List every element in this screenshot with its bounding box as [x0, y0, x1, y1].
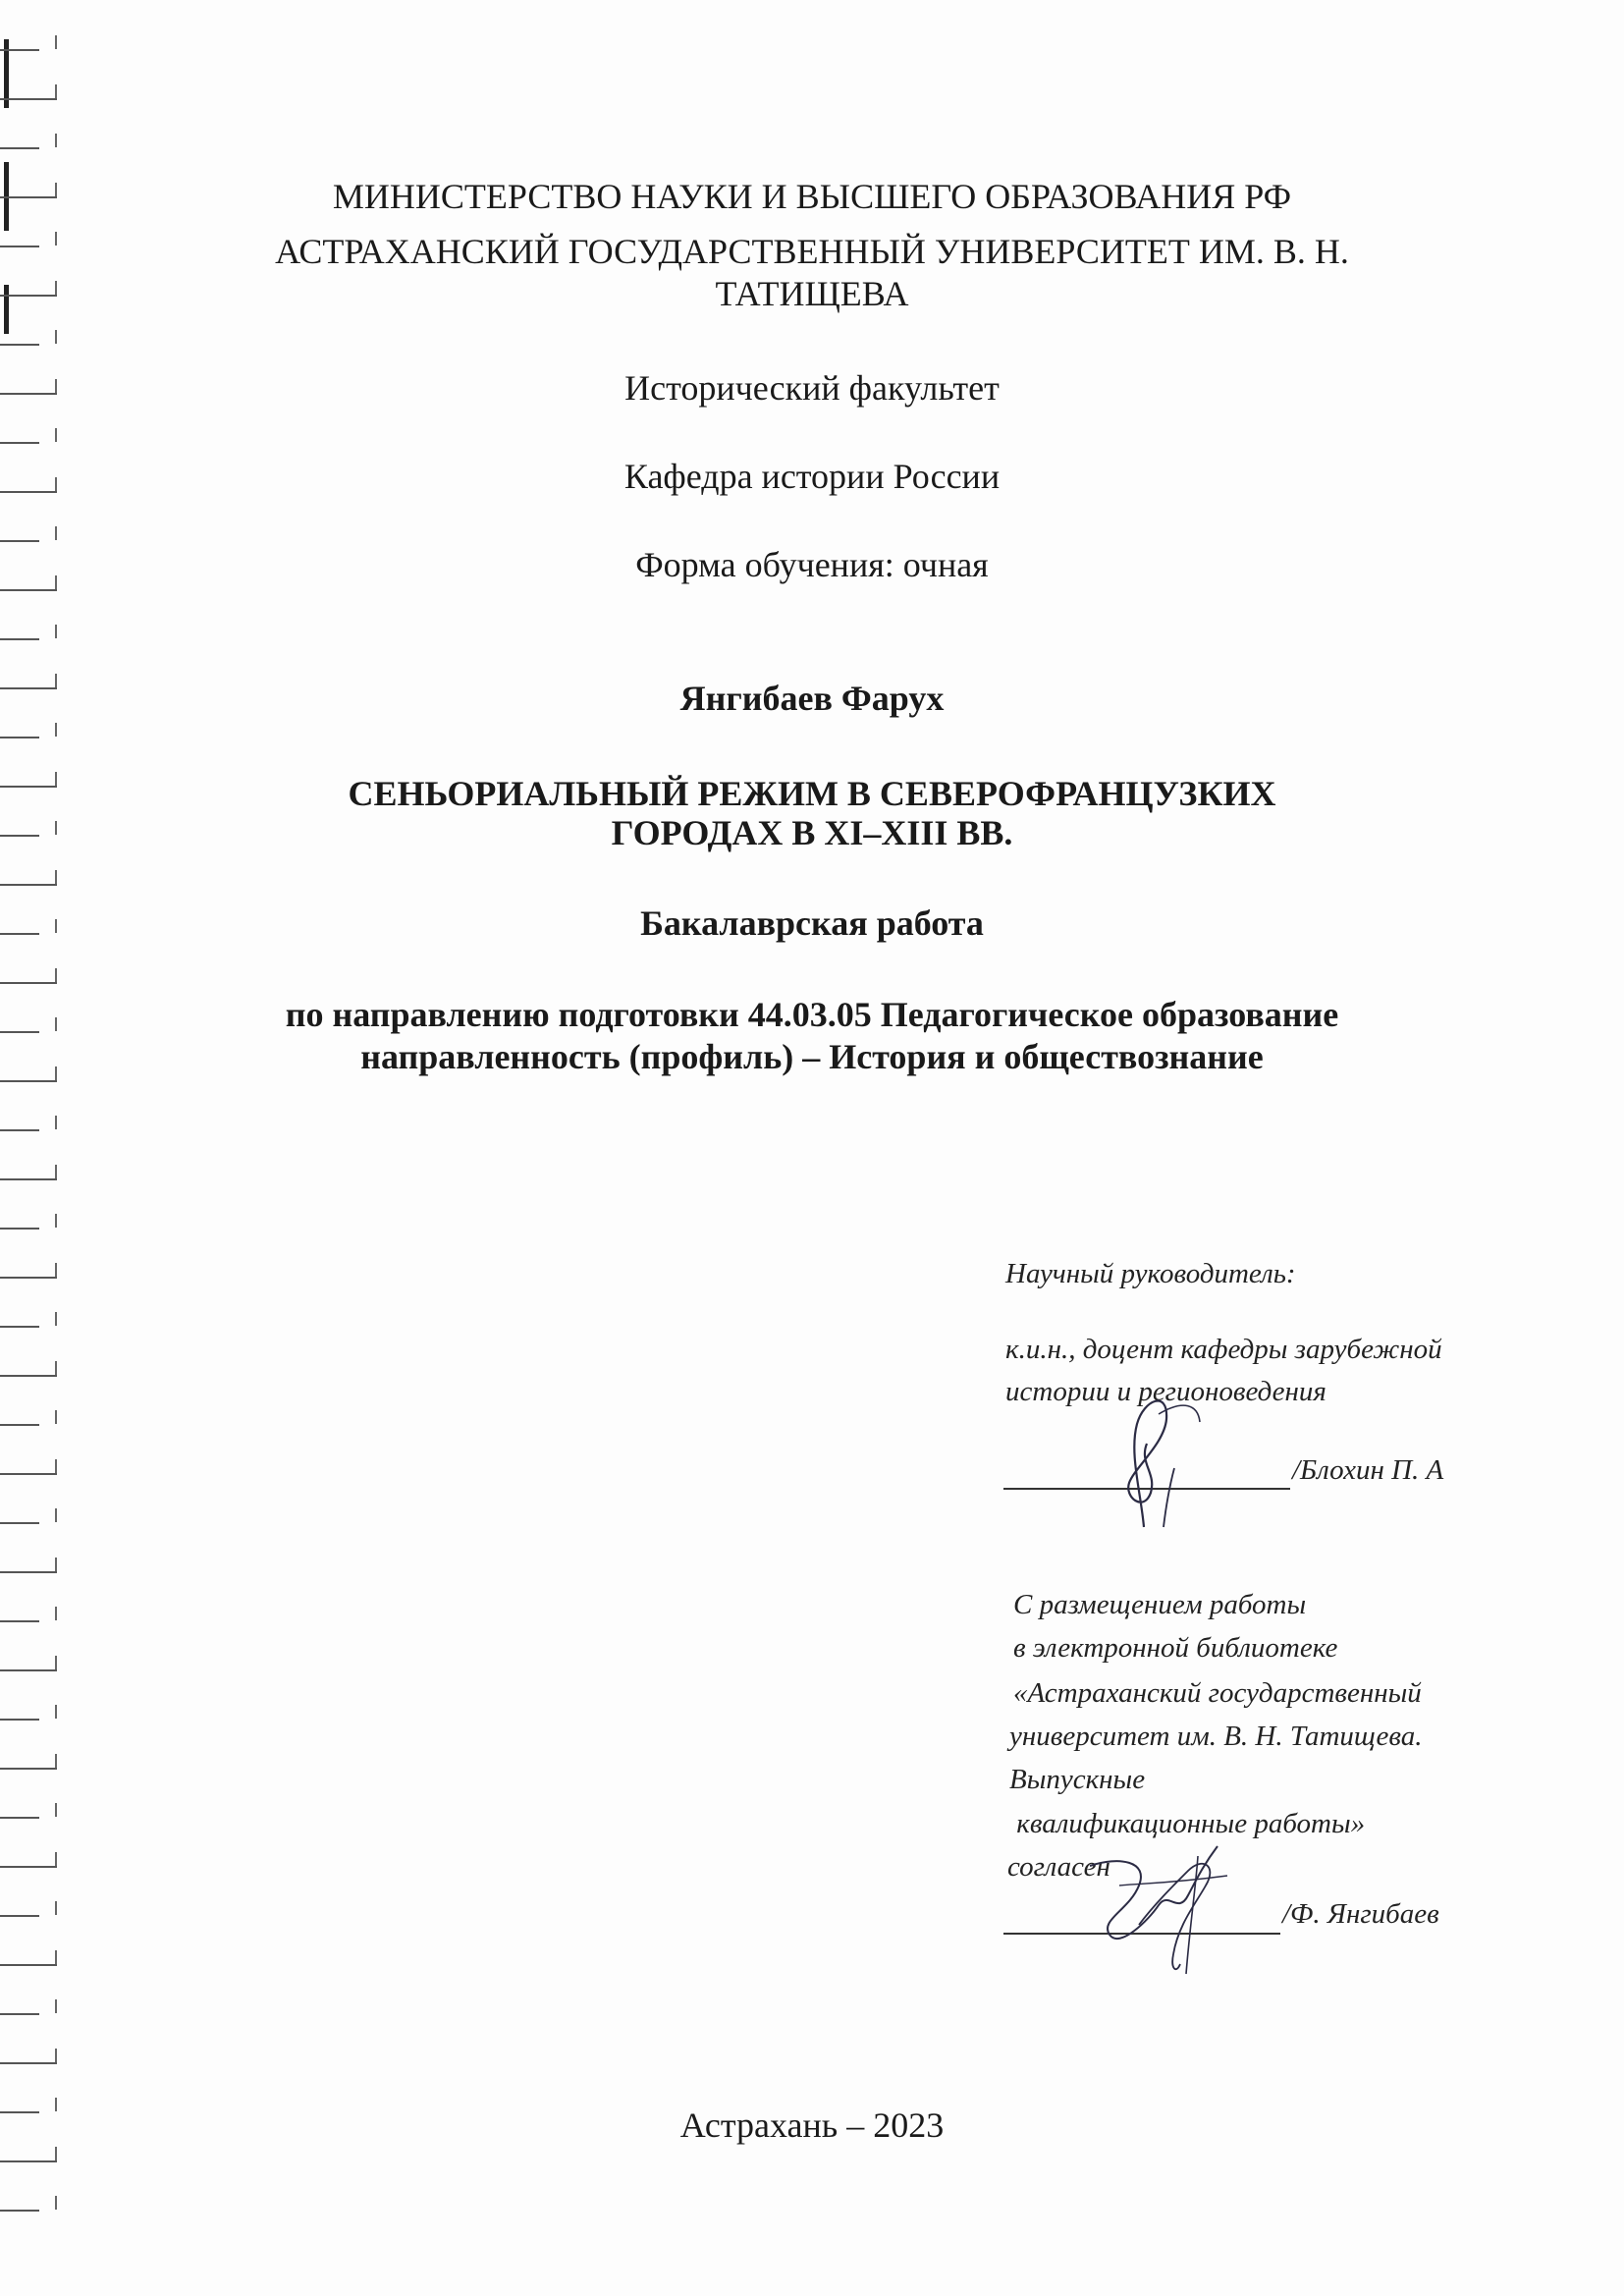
binding-tick-mark	[55, 84, 57, 98]
supervisor-label: Научный руководитель:	[1005, 1258, 1296, 1289]
binding-punch-mark	[0, 1866, 57, 1868]
binding-punch-mark	[0, 884, 57, 886]
binding-punch-mark	[0, 1817, 39, 1819]
ministry-name: МИНИСТЕРСТВО НАУКИ И ВЫСШЕГО ОБРАЗОВАНИЯ РФ	[332, 177, 1292, 216]
consent-line3: «Астраханский государственный	[1013, 1677, 1422, 1709]
consent-line7: согласен	[1007, 1851, 1110, 1883]
binding-punch-mark	[0, 1768, 57, 1770]
binding-tick-mark	[55, 1901, 57, 1915]
consent-line6: квалификационные работы»	[1009, 1808, 1366, 1839]
supervisor-position-line1: к.и.н., доцент кафедры зарубежной	[1005, 1334, 1442, 1365]
binding-punch-mark	[0, 638, 39, 640]
binding-punch-mark	[0, 1424, 39, 1426]
university-name-line1: АСТРАХАНСКИЙ ГОСУДАРСТВЕННЫЙ УНИВЕРСИТЕТ ИМ. В. Н.	[275, 232, 1349, 271]
study-form: Форма обучения: очная	[635, 545, 989, 584]
author-signature-name: /Ф. Янгибаев	[1282, 1898, 1439, 1930]
binding-punch-mark	[0, 1571, 57, 1573]
author-name: Янгибаев Фарух	[679, 679, 945, 718]
binding-punch-mark	[0, 1129, 39, 1131]
binding-tick-mark	[55, 330, 57, 344]
consent-line4: университет им. В. Н. Татищева.	[1009, 1721, 1423, 1752]
faculty-name: Исторический факультет	[624, 368, 1000, 408]
binding-punch-mark	[0, 1228, 39, 1230]
binding-tick-mark	[55, 1508, 57, 1522]
binding-punch-mark	[0, 1326, 39, 1328]
binding-punch-mark	[0, 1178, 57, 1180]
binding-tick-mark	[55, 1656, 57, 1669]
department-name: Кафедра истории России	[623, 457, 1001, 496]
binding-punch-mark	[0, 2210, 39, 2212]
binding-punch-mark	[0, 49, 39, 51]
binding-tick-mark	[55, 526, 57, 540]
binding-punch-mark	[0, 1522, 39, 1524]
binding-tick-mark	[55, 723, 57, 737]
binding-tick-mark	[55, 1852, 57, 1866]
binding-tick-mark	[55, 1312, 57, 1326]
binding-punch-mark	[0, 98, 57, 100]
binding-punch-mark	[0, 442, 39, 444]
binding-tick-mark	[55, 1999, 57, 2013]
supervisor-position-line2: истории и регионоведения	[1005, 1376, 1326, 1407]
binding-tick-mark	[55, 1165, 57, 1178]
binding-punch-mark	[0, 147, 39, 149]
binding-tick-mark	[55, 1558, 57, 1571]
binding-tick-mark	[55, 1214, 57, 1228]
binding-punch-mark	[0, 1964, 57, 1966]
consent-line1: С размещением работы	[1013, 1589, 1307, 1620]
binding-punch-mark	[0, 540, 39, 542]
work-type: Бакалаврская работа	[640, 903, 984, 943]
binding-tick-mark	[55, 870, 57, 884]
binding-tick-mark	[55, 1361, 57, 1375]
binding-punch-mark	[0, 1277, 57, 1279]
binding-tick-mark	[55, 2049, 57, 2062]
thesis-title-line2: ГОРОДАХ В XI–XIII ВВ.	[611, 813, 1013, 852]
binding-tick-mark	[55, 1754, 57, 1768]
binding-punch-mark	[0, 589, 57, 591]
binding-strip	[0, 0, 61, 2296]
binding-tick-mark	[55, 1607, 57, 1620]
binding-punch-mark	[0, 2013, 39, 2015]
binding-tick-mark	[55, 1263, 57, 1277]
binding-punch-mark	[0, 982, 57, 984]
binding-tick-mark	[55, 968, 57, 982]
binding-punch-mark	[0, 2062, 57, 2064]
consent-line5: Выпускные	[1009, 1764, 1146, 1795]
binding-tick-mark	[55, 134, 57, 147]
author-signature	[1080, 1827, 1247, 1984]
binding-punch-mark	[0, 2160, 57, 2162]
binding-tick-mark	[55, 1950, 57, 1964]
supervisor-signature-name: /Блохин П. А	[1292, 1454, 1444, 1486]
direction-line2: направленность (профиль) – История и обществознание	[360, 1037, 1264, 1076]
binding-tick-mark	[55, 1803, 57, 1817]
binding-punch-mark	[0, 344, 39, 346]
direction-line1: по направлению подготовки 44.03.05 Педагогическое образование	[285, 995, 1339, 1034]
supervisor-signature	[1090, 1375, 1208, 1532]
binding-tick-mark	[55, 428, 57, 442]
binding-tick-mark	[55, 2196, 57, 2210]
binding-tick-mark	[55, 2147, 57, 2160]
binding-punch-mark	[0, 1375, 57, 1377]
binding-punch-mark	[0, 1719, 39, 1721]
binding-tick-mark	[55, 1116, 57, 1129]
binding-punch-mark	[0, 1080, 57, 1082]
binding-tick-mark	[55, 1705, 57, 1719]
city-year: Астрахань – 2023	[679, 2105, 945, 2145]
binding-punch-mark	[0, 1669, 57, 1671]
binding-tick-mark	[55, 35, 57, 49]
binding-tick-mark	[55, 1410, 57, 1424]
binding-punch-mark	[0, 737, 39, 738]
thesis-title-line1: СЕНЬОРИАЛЬНЫЙ РЕЖИМ В СЕВЕРОФРАНЦУЗКИХ	[348, 774, 1276, 813]
binding-punch-mark	[0, 1620, 39, 1622]
binding-punch-mark	[0, 1915, 39, 1917]
consent-line2: в электронной библиотеке	[1013, 1632, 1338, 1664]
university-name-line2: ТАТИЩЕВА	[715, 274, 909, 313]
binding-punch-mark	[0, 1473, 57, 1475]
binding-tick-mark	[55, 1459, 57, 1473]
binding-tick-mark	[55, 625, 57, 638]
